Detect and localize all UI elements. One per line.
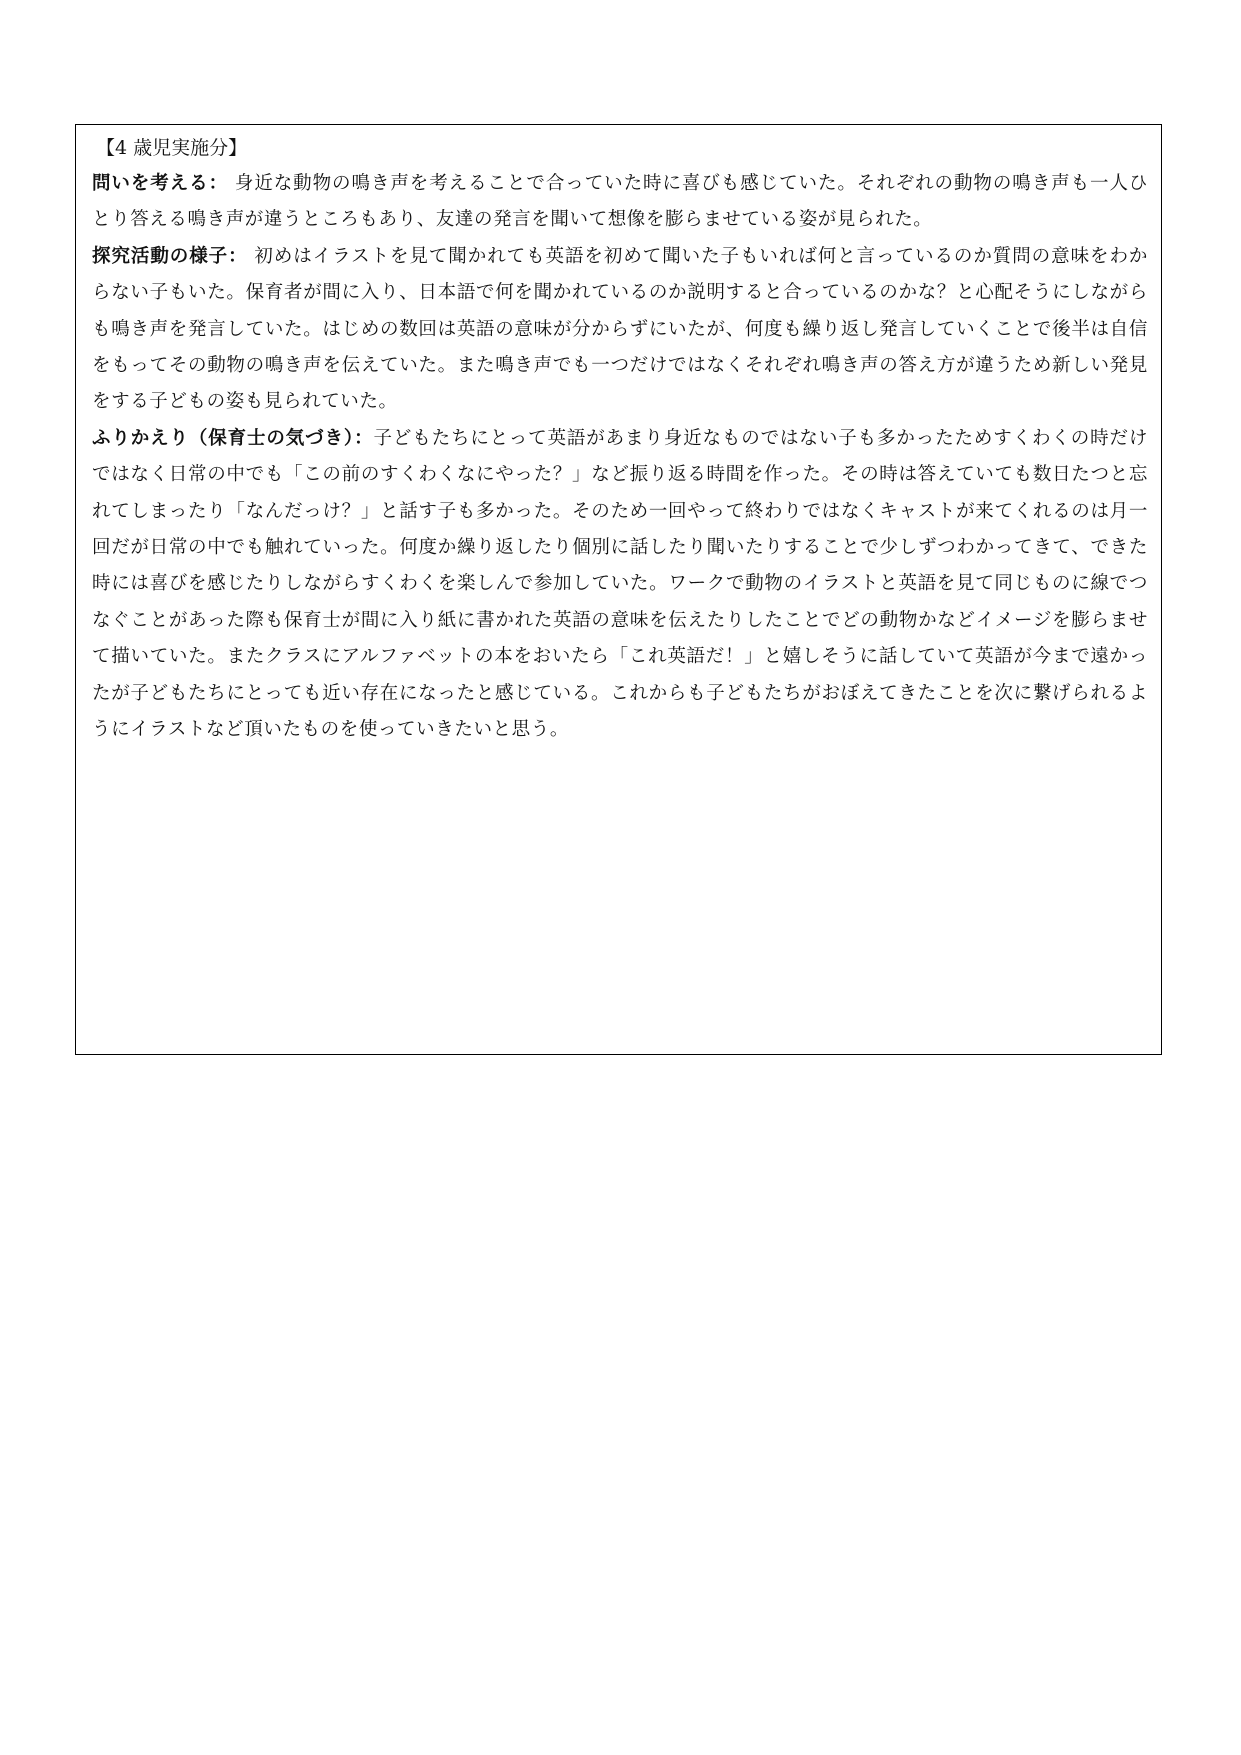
section-heading: 【4 歳児実施分】 bbox=[96, 137, 248, 159]
paragraph-text: 初めはイラストを見て聞かれても英語を初めて聞いた子もいれば何と言っているのか質問の意味をわからない子もいた。保育者が間に入り、日本語で何を聞かれているのか説明すると合っているのかな？と心配そうにしながらも鳴き声を発言していた。はじめの数回は英語の意味が分からずにいたが、何度も繰り返し発言していくことで後半は自信をもってその動物の鳴き声を伝えていた。また鳴き声でも一つだけではなくそれぞれ鳴き声の答え方が違うため新しい発見をする子どもの姿も見られていた。 bbox=[92, 245, 1148, 413]
paragraph-label: 問いを考える： bbox=[92, 173, 229, 194]
paragraph-text: 子どもたちにとって英語があまり身近なものではない子も多かったためすくわくの時だけではなく日常の中でも「この前のすくわくなにやった？」など振り返る時間を作った。その時は答えていても数日たつと忘れてしまったり「なんだっけ？」と話す子も多かった。そのため一回やって終わりではなくキャストが来てくれるのは月一回だが日常の中でも触れていった。何度か繰り返したり個別に話したり聞いたりすることで少しずつわかってきて、できた時には喜びを感じたりしながらすくわくを楽しんで参加していた。ワークで動物のイラストと英語を見て同じものに線でつなぐことがあった際も保育士が間に入り紙に書かれた英語の意味を伝えたりしたことでどの動物かなどイメージを膨らませて描いていた。またクラスにアルファベットの本をおいたら「これ英語だ！」と嬉しそうに話していて英語が今まで遠かったが子どもたちにとっても近い存在になったと感じている。これからも子どもたちがおぼえてきたことを次に繋げられるようにイラストなど頂いたものを使っていきたいと思う。 bbox=[92, 427, 1148, 741]
paragraph-activity bbox=[92, 239, 1148, 421]
paragraph-questions bbox=[92, 166, 1148, 239]
report-box bbox=[75, 124, 1162, 1055]
paragraph-label: ふりかえり（保育士の気づき）： bbox=[92, 427, 374, 449]
paragraph-text: 身近な動物の鳴き声を考えることで合っていた時に喜びも感じていた。それぞれの動物の鳴き声も一人ひとり答える鳴き声が違うところもあり、友達の発言を聞いて想像を膨らませている姿が見られた。 bbox=[92, 173, 1149, 231]
paragraph-reflection bbox=[92, 421, 1148, 749]
paragraph-label: 探究活動の様子： bbox=[92, 245, 248, 267]
